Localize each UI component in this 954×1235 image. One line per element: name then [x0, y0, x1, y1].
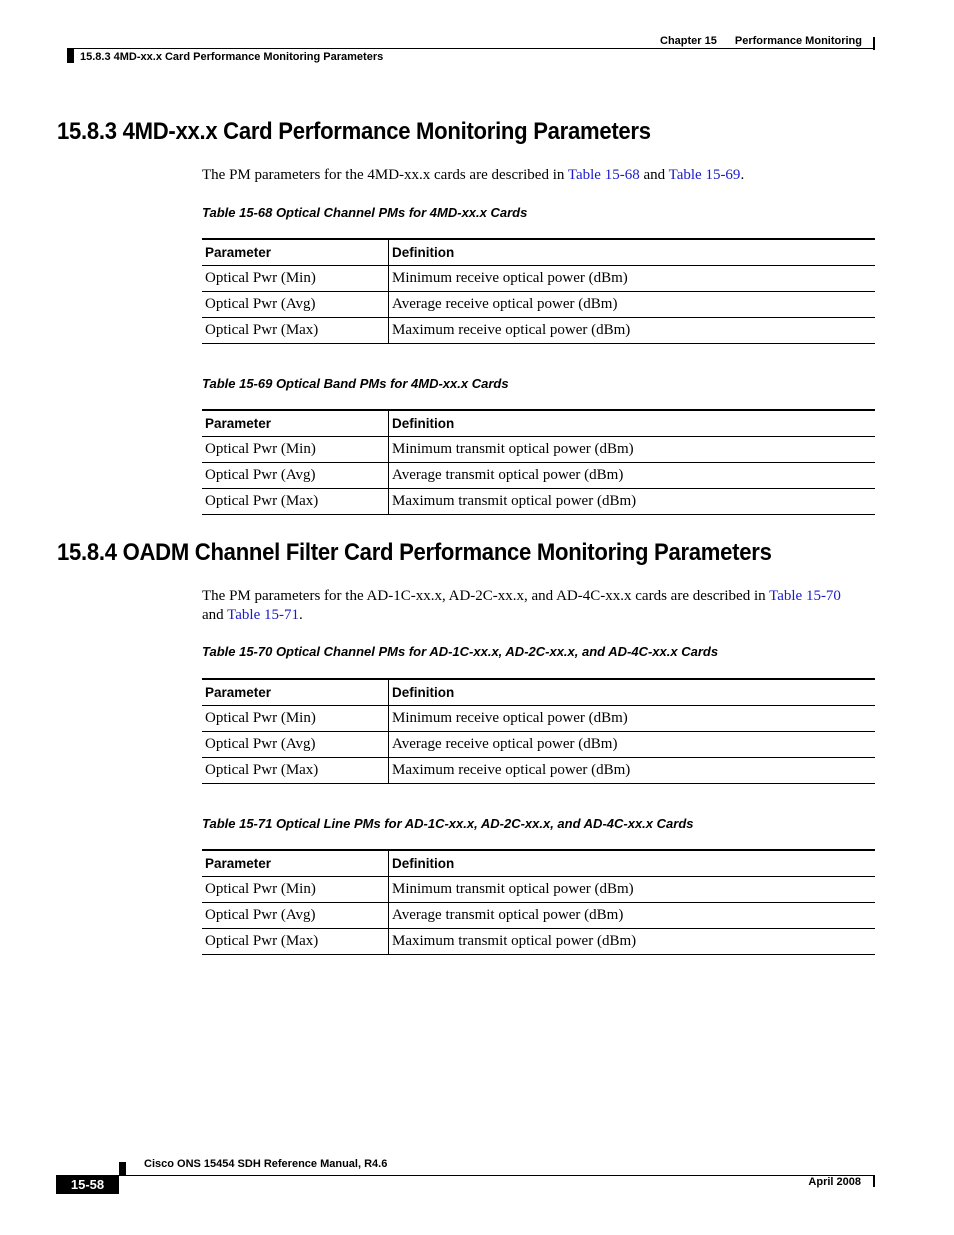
- table-caption-15-69: Table 15-69 Optical Band PMs for 4MD-xx.x Cards: [202, 376, 509, 391]
- footer-rule: [67, 1175, 875, 1176]
- table-row: [202, 437, 875, 463]
- table-row: [202, 706, 875, 732]
- footer-manual-title: Cisco ONS 15454 SDH Reference Manual, R4.6: [144, 1158, 388, 1170]
- cell-parameter: Optical Pwr (Max): [202, 929, 389, 955]
- link-table-15-71[interactable]: Table 15-71: [227, 607, 299, 623]
- table-header-row: [202, 679, 875, 706]
- intro-text: The PM parameters for the AD-1C-xx.x, AD-2C-xx.x, and AD-4C-xx.x cards are described in: [202, 588, 770, 604]
- section-intro-15-8-3: [202, 166, 842, 185]
- table-row: [202, 877, 875, 903]
- cell-parameter: Optical Pwr (Max): [202, 489, 389, 515]
- link-table-15-69[interactable]: Table 15-69: [668, 167, 741, 183]
- cell-definition: Average receive optical power (dBm): [389, 292, 876, 318]
- footer-rule-mark: [873, 1175, 875, 1187]
- cell-definition: Average transmit optical power (dBm): [389, 903, 876, 929]
- page-number: 15-58: [56, 1175, 119, 1194]
- column-header-definition: Definition: [389, 410, 876, 437]
- section-intro-15-8-4: [202, 587, 842, 625]
- cell-parameter: Optical Pwr (Avg): [202, 732, 389, 758]
- intro-text: .: [298, 607, 303, 623]
- section-heading-15-8-4: 15.8.4 OADM Channel Filter Card Performance Monitoring Parameters: [57, 539, 772, 566]
- cell-parameter: Optical Pwr (Min): [202, 266, 389, 292]
- column-header-parameter: Parameter: [202, 410, 389, 437]
- column-header-definition: Definition: [389, 679, 876, 706]
- table-15-70: [202, 678, 875, 784]
- header-tab-mark: [67, 49, 74, 63]
- table-row: [202, 489, 875, 515]
- table-header-row: [202, 239, 875, 266]
- column-header-parameter: Parameter: [202, 239, 389, 266]
- cell-definition: Maximum receive optical power (dBm): [389, 758, 876, 784]
- cell-definition: Minimum transmit optical power (dBm): [389, 437, 876, 463]
- cell-definition: Minimum receive optical power (dBm): [389, 706, 876, 732]
- table-row: [202, 758, 875, 784]
- cell-parameter: Optical Pwr (Min): [202, 706, 389, 732]
- link-table-15-68[interactable]: Table 15-68: [567, 167, 640, 183]
- footer-date: April 2008: [808, 1176, 861, 1188]
- section-heading-15-8-3: 15.8.3 4MD-xx.x Card Performance Monitoring Parameters: [57, 118, 651, 145]
- chapter-title: Performance Monitoring: [734, 35, 862, 47]
- cell-parameter: Optical Pwr (Min): [202, 877, 389, 903]
- intro-text: and: [202, 607, 228, 623]
- cell-definition: Average transmit optical power (dBm): [389, 463, 876, 489]
- table-15-69: [202, 409, 875, 515]
- table-row: [202, 266, 875, 292]
- cell-parameter: Optical Pwr (Max): [202, 318, 389, 344]
- column-header-parameter: Parameter: [202, 679, 389, 706]
- table-15-71: [202, 849, 875, 955]
- chapter-number: Chapter 15: [660, 35, 717, 47]
- cell-definition: Minimum transmit optical power (dBm): [389, 877, 876, 903]
- table-row: [202, 318, 875, 344]
- header-rule: [67, 48, 875, 49]
- column-header-definition: Definition: [389, 850, 876, 877]
- intro-text: and: [639, 167, 669, 183]
- cell-parameter: Optical Pwr (Avg): [202, 292, 389, 318]
- running-section-title: 15.8.3 4MD-xx.x Card Performance Monitoring Parameters: [80, 51, 384, 63]
- table-row: [202, 929, 875, 955]
- cell-definition: Minimum receive optical power (dBm): [389, 266, 876, 292]
- table-caption-15-68: Table 15-68 Optical Channel PMs for 4MD-xx.x Cards: [202, 205, 528, 220]
- cell-definition: Maximum receive optical power (dBm): [389, 318, 876, 344]
- cell-definition: Average receive optical power (dBm): [389, 732, 876, 758]
- footer-tab-mark: [119, 1162, 126, 1176]
- table-header-row: [202, 410, 875, 437]
- intro-text: .: [740, 167, 745, 183]
- column-header-definition: Definition: [389, 239, 876, 266]
- cell-parameter: Optical Pwr (Avg): [202, 903, 389, 929]
- table-row: [202, 463, 875, 489]
- table-header-row: [202, 850, 875, 877]
- table-row: [202, 732, 875, 758]
- cell-parameter: Optical Pwr (Avg): [202, 463, 389, 489]
- table-15-68: [202, 238, 875, 344]
- cell-definition: Maximum transmit optical power (dBm): [389, 489, 876, 515]
- table-row: [202, 903, 875, 929]
- column-header-parameter: Parameter: [202, 850, 389, 877]
- intro-text: The PM parameters for the 4MD-xx.x cards are described in: [202, 167, 568, 183]
- cell-definition: Maximum transmit optical power (dBm): [389, 929, 876, 955]
- link-table-15-70[interactable]: Table 15-70: [769, 588, 841, 604]
- cell-parameter: Optical Pwr (Max): [202, 758, 389, 784]
- table-caption-15-71: Table 15-71 Optical Line PMs for AD-1C-xx.x, AD-2C-xx.x, and AD-4C-xx.x Cards: [202, 816, 694, 831]
- table-row: [202, 292, 875, 318]
- cell-parameter: Optical Pwr (Min): [202, 437, 389, 463]
- table-caption-15-70: Table 15-70 Optical Channel PMs for AD-1C-xx.x, AD-2C-xx.x, and AD-4C-xx.x Cards: [202, 644, 719, 659]
- running-header: [660, 35, 862, 47]
